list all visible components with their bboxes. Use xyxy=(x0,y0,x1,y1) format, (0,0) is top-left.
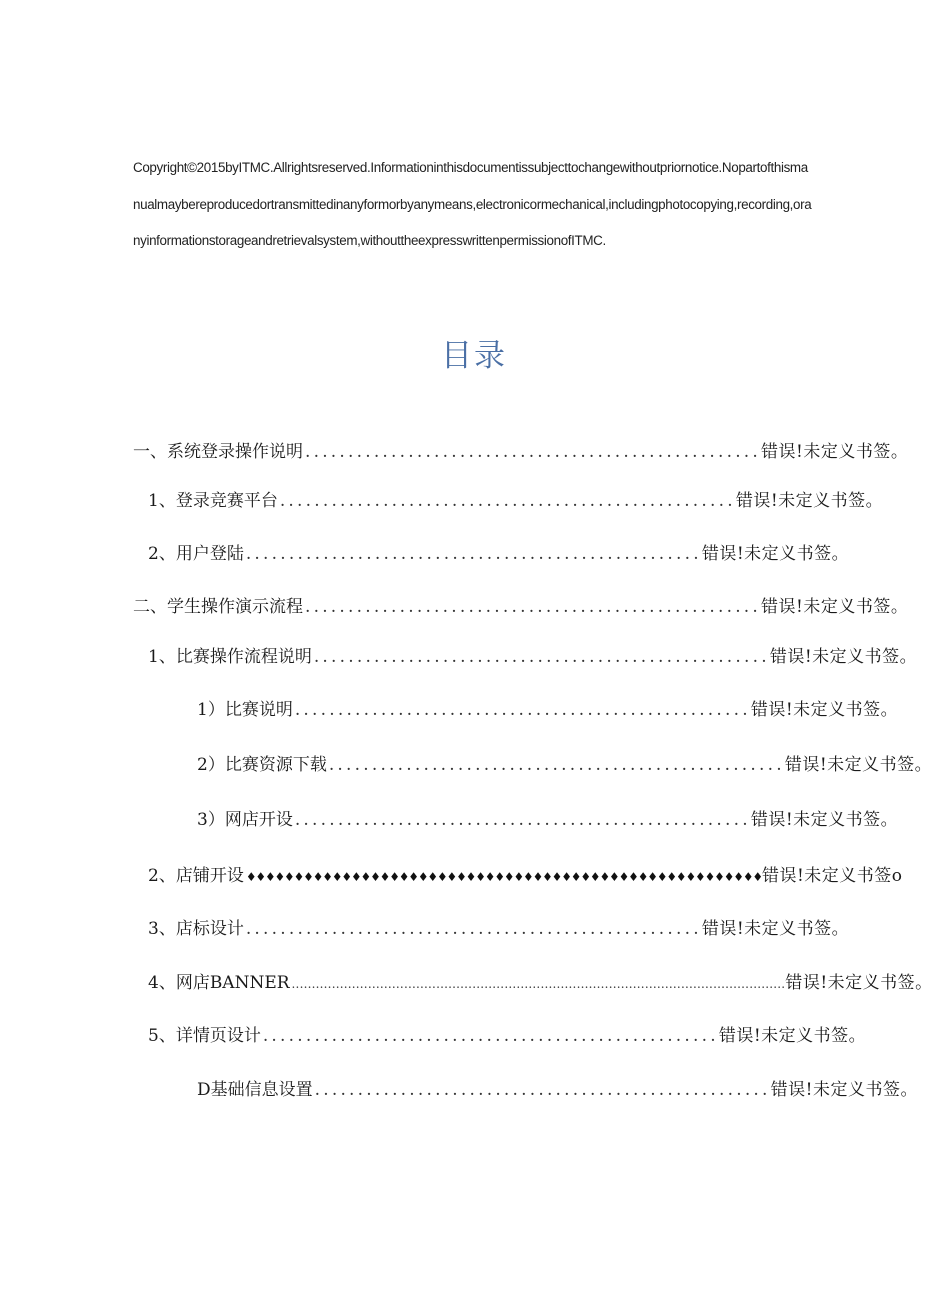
toc-leader: ..................................................... xyxy=(313,647,770,667)
toc-entry-page: 错误!未定义书签。 xyxy=(769,647,918,667)
toc-leader: ..................................................... xyxy=(294,700,751,720)
toc-entry-page: 错误!未定义书签。 xyxy=(750,810,899,830)
toc-entry-user-login[interactable] xyxy=(148,539,850,569)
toc-entry-login-platform[interactable] xyxy=(148,486,884,516)
toc-entry-page: 错误!未定义书签。 xyxy=(701,544,850,564)
toc-entry-label: 2、店铺开设 xyxy=(148,866,244,886)
toc-entry-basic-info-settings[interactable] xyxy=(197,1075,918,1105)
toc-entry-system-login[interactable] xyxy=(133,437,909,467)
toc-title: 目录 xyxy=(441,338,507,374)
toc-entry-label: 2、用户登陆 xyxy=(148,544,244,564)
toc-entry-page: 错误!未定义书签。 xyxy=(761,442,909,462)
toc-leader: ..................................................... xyxy=(314,1080,771,1100)
toc-leader: ..................................................... xyxy=(279,491,736,511)
toc-entry-label: 二、学生操作演示流程 xyxy=(133,597,303,617)
toc-leader: ..................................................... xyxy=(305,442,762,462)
toc-entry-label: 1）比赛说明 xyxy=(197,700,293,720)
toc-entry-page: 错误!未定义书签。 xyxy=(701,919,850,939)
toc-entry-detail-page-design[interactable] xyxy=(148,1021,867,1051)
toc-entry-page: 错误!未定义书签o xyxy=(761,866,903,886)
toc-leader: ..................................................... xyxy=(305,597,762,617)
toc-entry-label: 3）网店开设 xyxy=(197,810,293,830)
toc-entry-page: 错误!未定义书签。 xyxy=(770,1080,918,1100)
toc-entry-label: 4、网店BANNER xyxy=(148,973,290,993)
copyright-notice: Copyright©2015byITMC.Allrightsreserved.Informationinthisdocumentissubjecttochangewithoutpriornotice.Nopartofthismanualmaybereproducedortransmittedinanyformorbyanymeans,electronicormechanical,includingphotocopying,recording,oranyinformationstorageandretrievalsystem,withouttheexpresswrittenpermissionofITMC. xyxy=(133,160,812,248)
toc-entry-label: 3、店标设计 xyxy=(148,919,244,939)
toc-entry-label: D基础信息设置 xyxy=(197,1080,313,1100)
toc-entry-page: 错误!未定义书签。 xyxy=(735,491,884,511)
toc-entry-shop-banner[interactable] xyxy=(148,968,933,998)
toc-leader: ..................................................... xyxy=(328,755,785,775)
toc-entry-open-shop[interactable] xyxy=(197,805,899,835)
toc-entry-label: 2）比赛资源下载 xyxy=(197,755,327,775)
toc-entry-label: 1、登录竞赛平台 xyxy=(148,491,278,511)
toc-entry-page: 错误!未定义书签。 xyxy=(784,755,933,775)
toc-entry-logo-design[interactable] xyxy=(148,914,850,944)
toc-leader: ..................................................... xyxy=(262,1026,719,1046)
toc-entry-page: 错误!未定义书签。 xyxy=(750,700,899,720)
toc-leader: ..................................................... xyxy=(294,810,751,830)
toc-leader: ..................................................... xyxy=(245,919,702,939)
toc-entry-student-demo[interactable] xyxy=(133,592,909,622)
toc-entry-resource-download[interactable] xyxy=(197,750,933,780)
toc-entry-page: 错误!未定义书签。 xyxy=(761,597,909,617)
toc-entry-label: 1、比赛操作流程说明 xyxy=(148,647,312,667)
toc-leader: ..................................................... xyxy=(245,544,702,564)
toc-entry-store-setup[interactable] xyxy=(148,861,903,891)
toc-entry-label: 5、详情页设计 xyxy=(148,1026,261,1046)
toc-entry-page: 错误!未定义书签。 xyxy=(785,973,933,993)
toc-entry-label: 一、系统登录操作说明 xyxy=(133,442,303,462)
toc-entry-page: 错误!未定义书签。 xyxy=(718,1026,867,1046)
toc-entry-competition-notes[interactable] xyxy=(197,695,899,725)
toc-leader: ♦♦♦♦♦♦♦♦♦♦♦♦♦♦♦♦♦♦♦♦♦♦♦♦♦♦♦♦♦♦♦♦♦♦♦♦♦♦♦♦♦♦♦♦♦♦♦♦♦♦♦♦♦♦ xyxy=(245,870,762,884)
toc-entry-competition-flow[interactable] xyxy=(148,642,918,672)
toc-leader: ........................................................................................................................... xyxy=(291,977,786,991)
